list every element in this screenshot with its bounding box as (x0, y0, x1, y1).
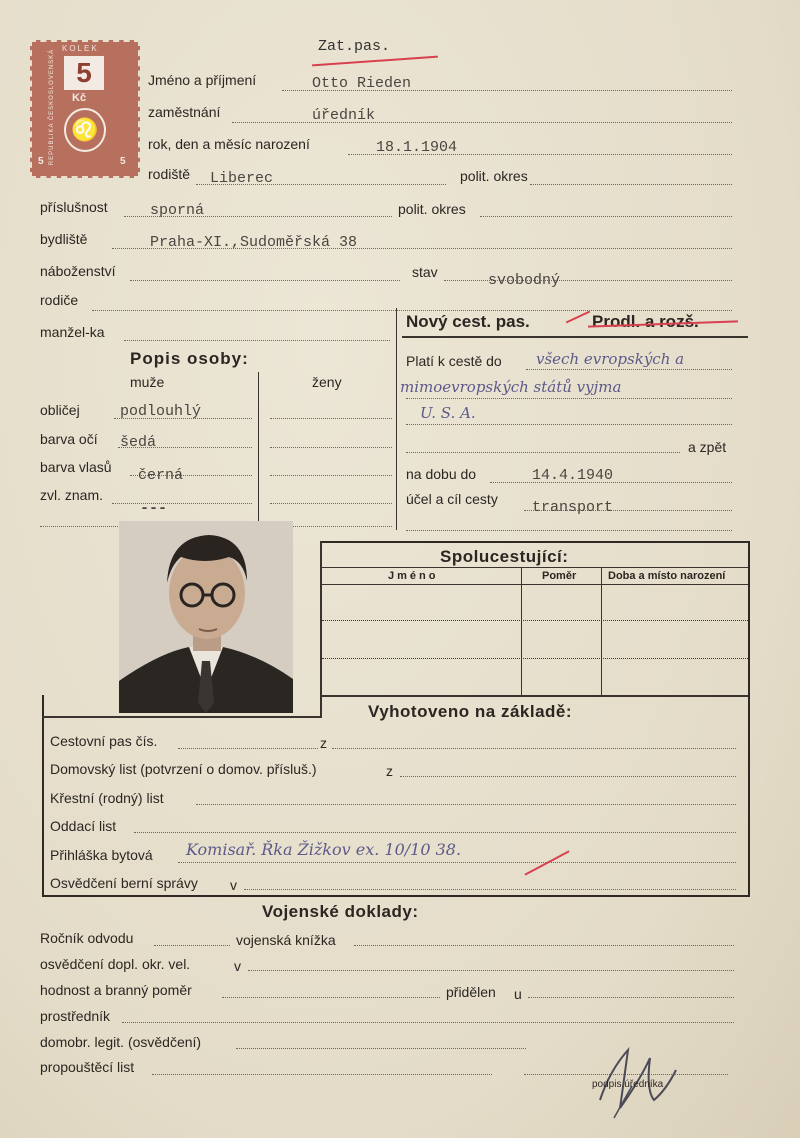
companions-divider-1 (521, 568, 522, 695)
residence-reg-line (178, 862, 736, 863)
residence-value: Praha-XI.,Sudoměřská 38 (150, 234, 358, 251)
issued-box-top-left (42, 716, 322, 718)
residence-reg-value: Komisař. Řka Žižkov ex. 10/10 38. (186, 840, 462, 859)
revenue-stamp (30, 40, 140, 178)
status-label: stav (412, 264, 438, 280)
valid-line-4 (406, 452, 680, 453)
assigned-label: přidělen (446, 984, 496, 1000)
religion-line (130, 280, 400, 281)
tax-line (244, 889, 736, 890)
valid-line-1 (526, 369, 732, 370)
marks-line-f (270, 503, 392, 504)
description-divider (258, 372, 259, 522)
marriage-label: Oddací list (50, 818, 117, 834)
return-label: a zpět (688, 439, 727, 455)
status-value: svobodný (488, 272, 561, 289)
eyes-value: šedá (120, 434, 157, 451)
companions-heading: Spolucestující: (440, 547, 569, 566)
companions-row-1 (322, 620, 748, 621)
stamp-bottom-right: 5 (120, 156, 126, 167)
intermediary-label: prostředník (40, 1008, 111, 1024)
discharge-label: propouštěcí list (40, 1059, 135, 1075)
occupation-label: zaměstnání (148, 104, 221, 120)
polit-district-line-1 (530, 184, 732, 185)
purpose-label: účel a cíl cesty (406, 491, 498, 507)
assigned-at: u (514, 986, 522, 1002)
stamp-value: 5 (64, 56, 104, 90)
red-underline (312, 56, 438, 67)
valid-value-1: všech evropských a (536, 350, 685, 368)
valid-value-2: mimoevropských států vyjma (400, 378, 622, 396)
signature-label: podpis úředníka (592, 1079, 664, 1090)
hair-line-f (270, 475, 392, 476)
applicant-photo (119, 521, 293, 713)
spouse-label: manžel-ka (40, 324, 105, 340)
birth-value: 18.1.1904 (376, 139, 458, 156)
issued-heading: Vyhotoveno na základě: (368, 702, 573, 721)
hair-label: barva vlasů (40, 459, 112, 475)
year-line (154, 945, 230, 946)
legion-line (236, 1048, 526, 1049)
baptism-label: Křestní (rodný) list (50, 790, 164, 806)
military-book-label: vojenská knížka (236, 932, 336, 948)
col-female: ženy (312, 374, 342, 390)
purpose-value: transport (532, 499, 614, 516)
col-name: Jméno (388, 570, 439, 582)
military-heading: Vojenské doklady: (262, 902, 419, 921)
discharge-line (152, 1074, 492, 1075)
portrait-image (119, 521, 293, 713)
baptism-line (196, 804, 736, 805)
occupation-value: úředník (312, 107, 376, 124)
citizenship-value: sporná (150, 202, 205, 219)
residence-reg-label: Přihláška bytová (50, 847, 153, 863)
residence-label: bydliště (40, 231, 88, 247)
col-relation: Poměr (542, 570, 577, 582)
marks-line-m (112, 503, 252, 504)
marks-value: --- (140, 500, 168, 517)
birth-label: rok, den a měsíc narození (148, 136, 310, 152)
issued-box-top-right (320, 695, 748, 697)
eyes-label: barva očí (40, 431, 98, 447)
reserve-cert-label: osvědčení dopl. okr. vel. (40, 956, 191, 972)
name-value: Otto Rieden (312, 75, 412, 92)
rank-label: hodnost a branný poměr (40, 982, 192, 998)
passport-bottom-line (406, 530, 732, 531)
home-cert-from: z (386, 763, 393, 779)
face-line-f (270, 418, 392, 419)
hair-value: černá (138, 467, 184, 484)
occupation-line (232, 122, 732, 123)
header-note: Zat.pas. (318, 38, 391, 55)
passport-no-from: z (320, 735, 327, 751)
polit-district-line-2 (480, 216, 732, 217)
stamp-bottom-left: 5 (38, 156, 44, 167)
passport-no-label: Cestovní pas čís. (50, 733, 158, 749)
passport-title-new: Nový cest. pas. (406, 312, 530, 331)
eyes-line-f (270, 447, 392, 448)
description-heading: Popis osoby: (130, 349, 249, 368)
reserve-cert-from: v (234, 958, 241, 974)
assigned-line (528, 997, 734, 998)
official-signature (580, 1030, 690, 1120)
parents-line (92, 310, 732, 311)
birthplace-value: Liberec (210, 170, 274, 187)
red-mark (566, 311, 590, 324)
passport-from-line (332, 748, 736, 749)
name-label: Jméno a příjmení (148, 72, 257, 88)
period-label: na dobu do (406, 466, 477, 482)
companions-divider-2 (601, 568, 602, 695)
citizenship-label: příslušnost (40, 199, 108, 215)
lion-emblem-icon: ♌ (64, 108, 106, 152)
military-book-line (354, 945, 734, 946)
companions-row-2 (322, 658, 748, 659)
intermediary-line (122, 1022, 734, 1023)
valid-label: Platí k cestě do (406, 353, 502, 369)
polit-district-label-1: polit. okres (460, 168, 528, 184)
valid-line-3 (406, 424, 732, 425)
marriage-line (134, 832, 736, 833)
stamp-unit: Kč (72, 92, 87, 104)
passport-block-border (396, 308, 397, 530)
face-value: podlouhlý (120, 403, 202, 420)
parents-label: rodiče (40, 292, 79, 308)
polit-district-label-2: polit. okres (398, 201, 466, 217)
passport-title-ext: Prodl. a rozš. (592, 312, 699, 331)
period-value: 14.4.1940 (532, 467, 614, 484)
col-birth: Doba a místo narození (608, 570, 726, 582)
companions-head-rule (322, 567, 748, 568)
issued-box-step (320, 541, 322, 717)
spouse-line (124, 340, 390, 341)
reserve-cert-line (248, 970, 734, 971)
tax-label: Osvědčení berní správy (50, 875, 198, 891)
marks-label: zvl. znam. (40, 487, 104, 503)
birthplace-label: rodiště (148, 166, 191, 182)
face-label: obličej (40, 402, 80, 418)
stamp-side-text: REPUBLIKA ČESKOSLOVENSKÁ (49, 48, 56, 166)
year-label: Ročník odvodu (40, 930, 134, 946)
legion-label: domobr. legit. (osvědčení) (40, 1034, 202, 1050)
rank-line (222, 997, 440, 998)
col-male: muže (130, 374, 165, 390)
valid-value-3: U. S. A. (420, 404, 476, 422)
companions-col-rule (322, 584, 748, 585)
passport-title-rule (402, 336, 748, 338)
home-cert-label: Domovský list (potvrzení o domov. přísluš.) (50, 761, 317, 777)
tax-from: v (230, 877, 237, 893)
valid-line-2 (406, 398, 732, 399)
home-cert-line (400, 776, 736, 777)
stamp-top-text: KOLEK (62, 44, 99, 53)
religion-label: náboženství (40, 263, 116, 279)
passport-no-line (178, 748, 318, 749)
